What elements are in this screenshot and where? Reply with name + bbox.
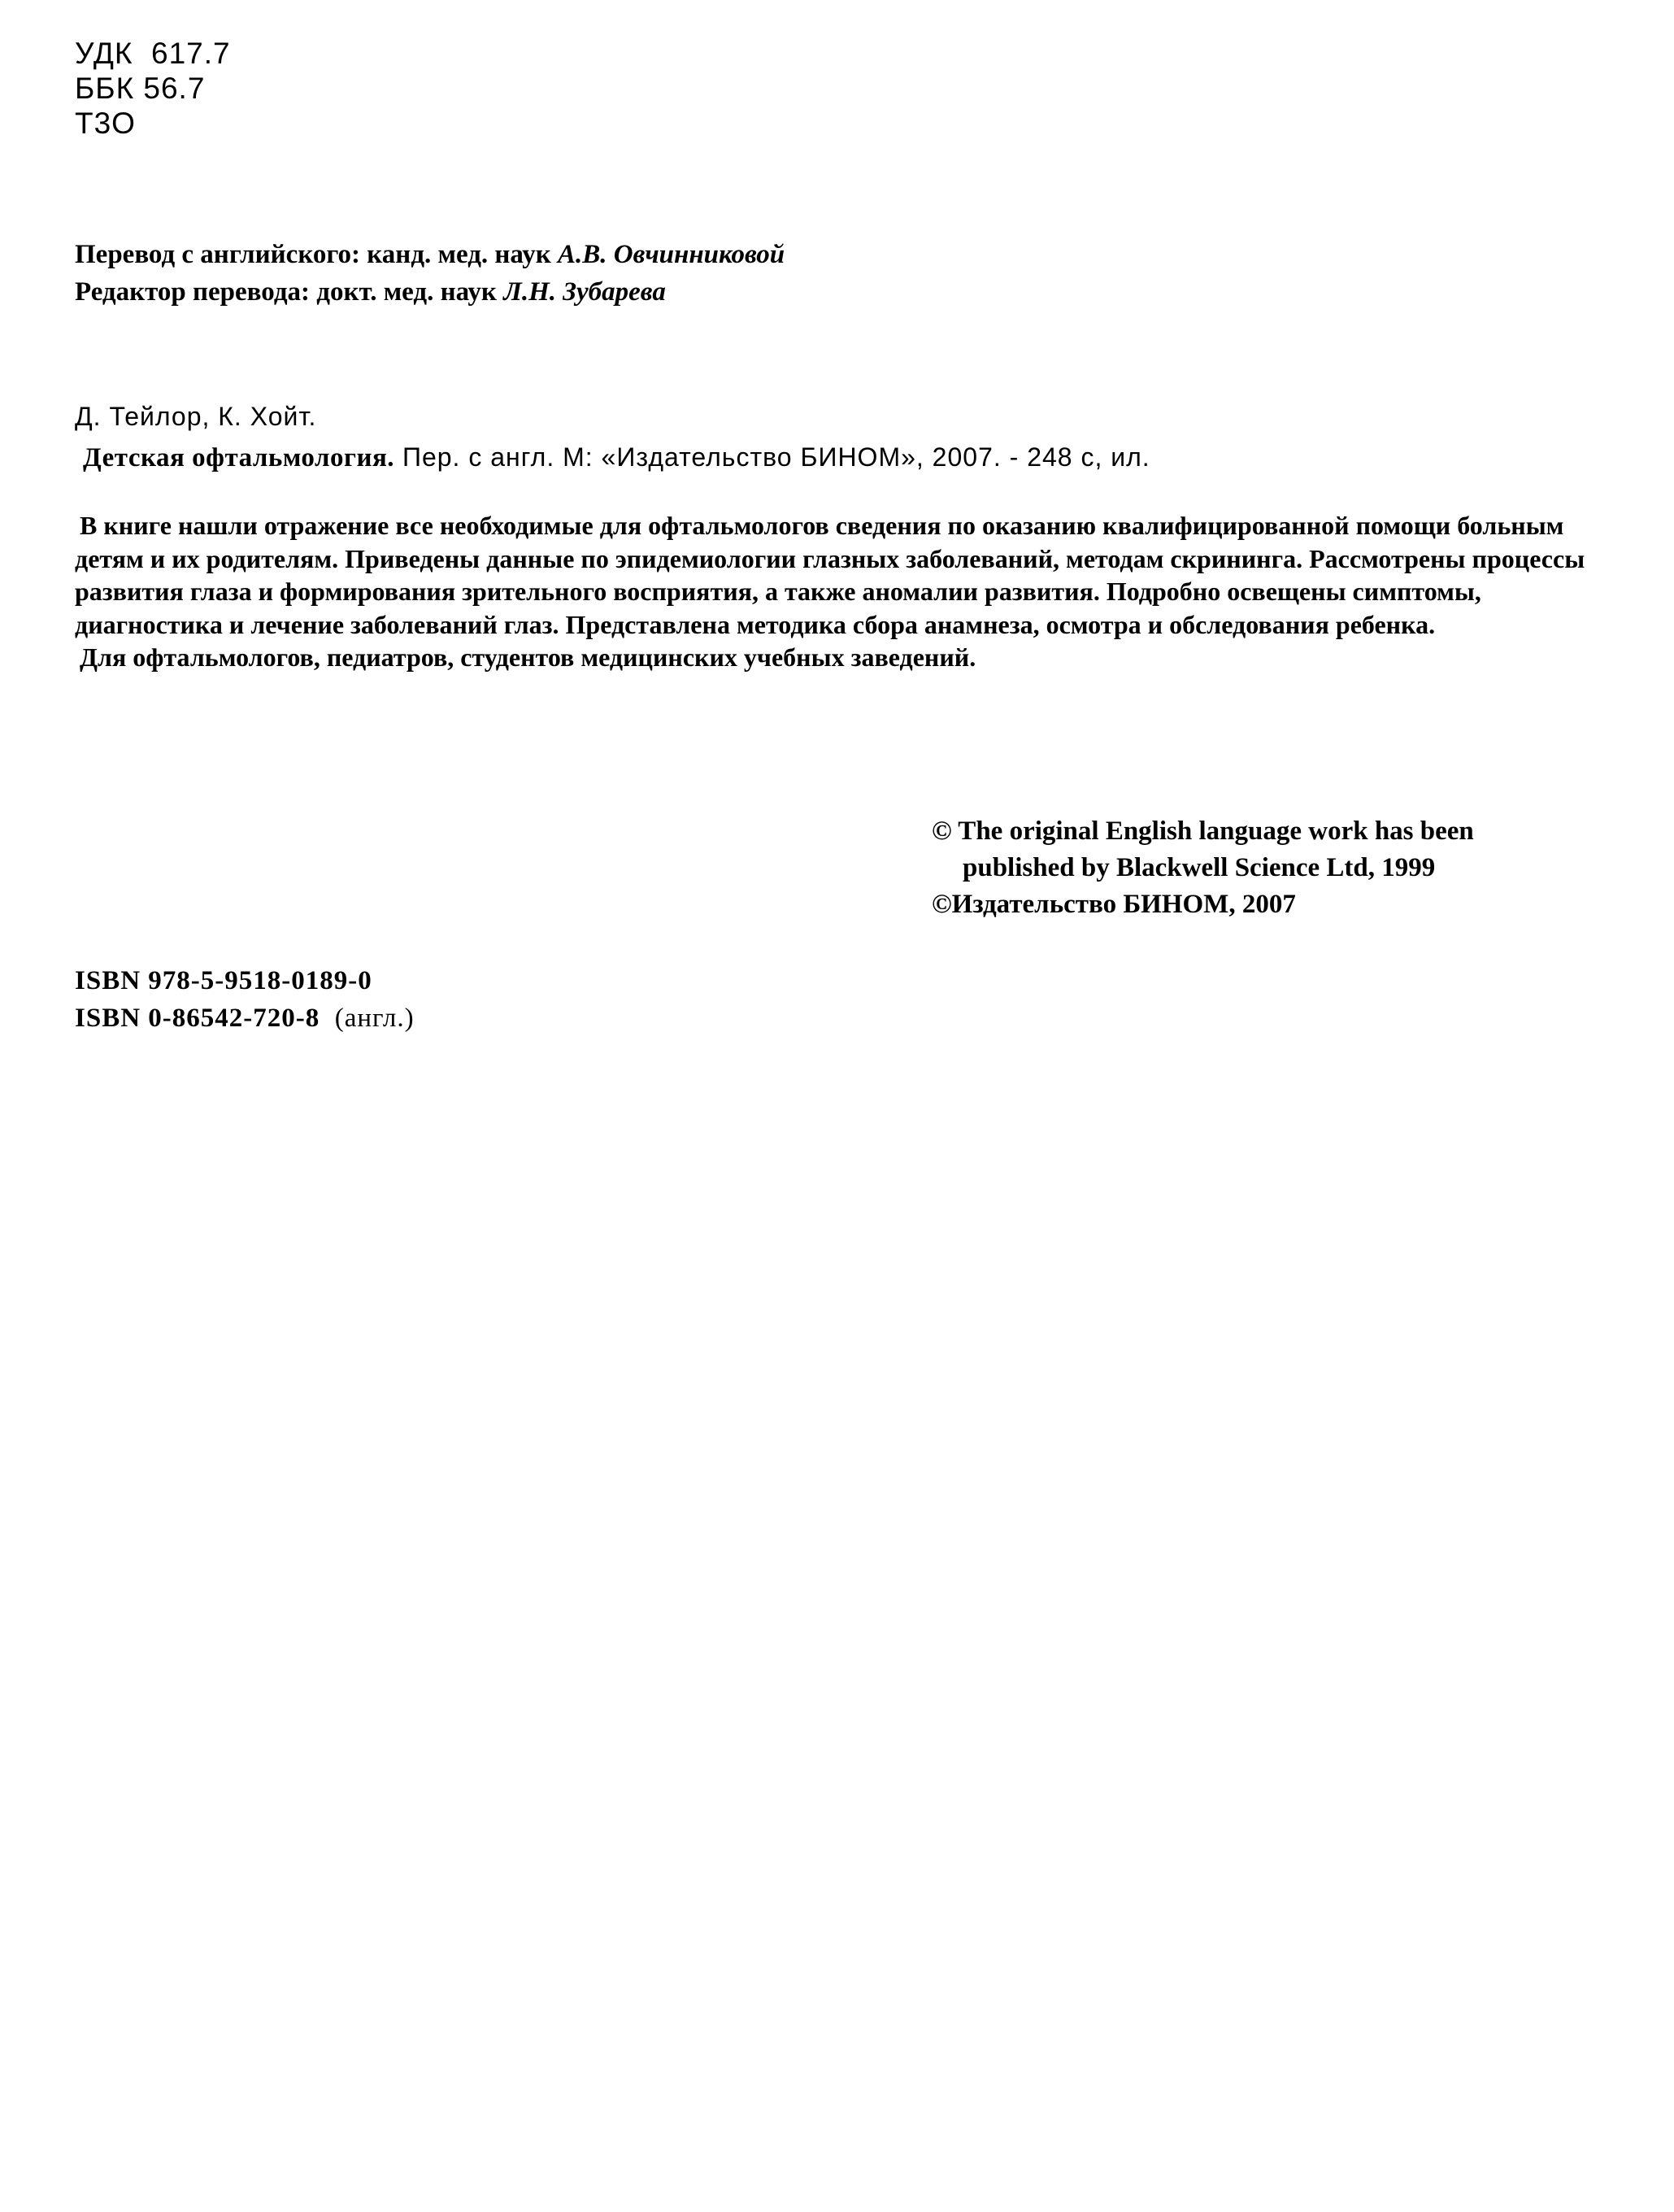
isbn-russian: ISBN 978-5-9518-0189-0 [75,966,372,995]
abstract-audience: Для офтальмологов, педиатров, студентов медицинских учебных заведений. [80,642,976,672]
book-title: Детская офтальмология. [83,443,395,472]
editor-prefix: Редактор перевода: докт. мед. наук [75,277,504,307]
copyright-publisher: published by Blackwell Science Ltd, 1999 [963,853,1436,882]
credits-block [75,236,785,311]
isbn-block [75,962,415,1037]
copyright-translation: ©Издательство БИНОМ, 2007 [932,890,1296,919]
authors: Д. Тейлор, К. Хойт. [75,402,317,431]
bbk-code: ББК 56.7 [75,72,206,105]
udk-code: УДК 617.7 [75,37,231,70]
isbn-english-line [75,999,415,1037]
abstract-body: В книге нашли отражение все необходимые для офтальмологов сведения по оказанию квалифицированной помощи больным детям и их родителям. Приведены данные по эпидемиологии глазных заболеваний, методам скрининга. Рассмотрены процессы развития глаза и формирования зрительного восприятия, а также аномалии развития. Подробно освещены симптомы, диагностика и лечение заболеваний глаз. Представлена методика сбора анамнеза, осмотра и обследования ребенка. [75,511,1585,639]
author-mark: Т3О [75,107,136,140]
bibliographic-entry [75,396,1150,478]
editor-credit [75,273,785,311]
isbn-english: ISBN 0-86542-720-8 [75,1004,320,1033]
isbn-language-note: (англ.) [334,1004,415,1033]
publication-details: Пер. с англ. М: «Издательство БИНОМ», 2007. - 248 с, ил. [394,442,1150,472]
translator-name: А.В. Овчинниковой [558,240,785,269]
translation-prefix: Перевод с английского: канд. мед. наук [75,240,558,269]
bibliographic-details [75,437,1150,478]
abstract-block [75,509,1613,674]
editor-name: Л.Н. Зубарева [503,277,666,307]
translation-credit [75,236,785,273]
classification-block [75,36,231,141]
copyright-block [932,813,1474,923]
copyright-original: © The original English language work has been [932,816,1474,846]
